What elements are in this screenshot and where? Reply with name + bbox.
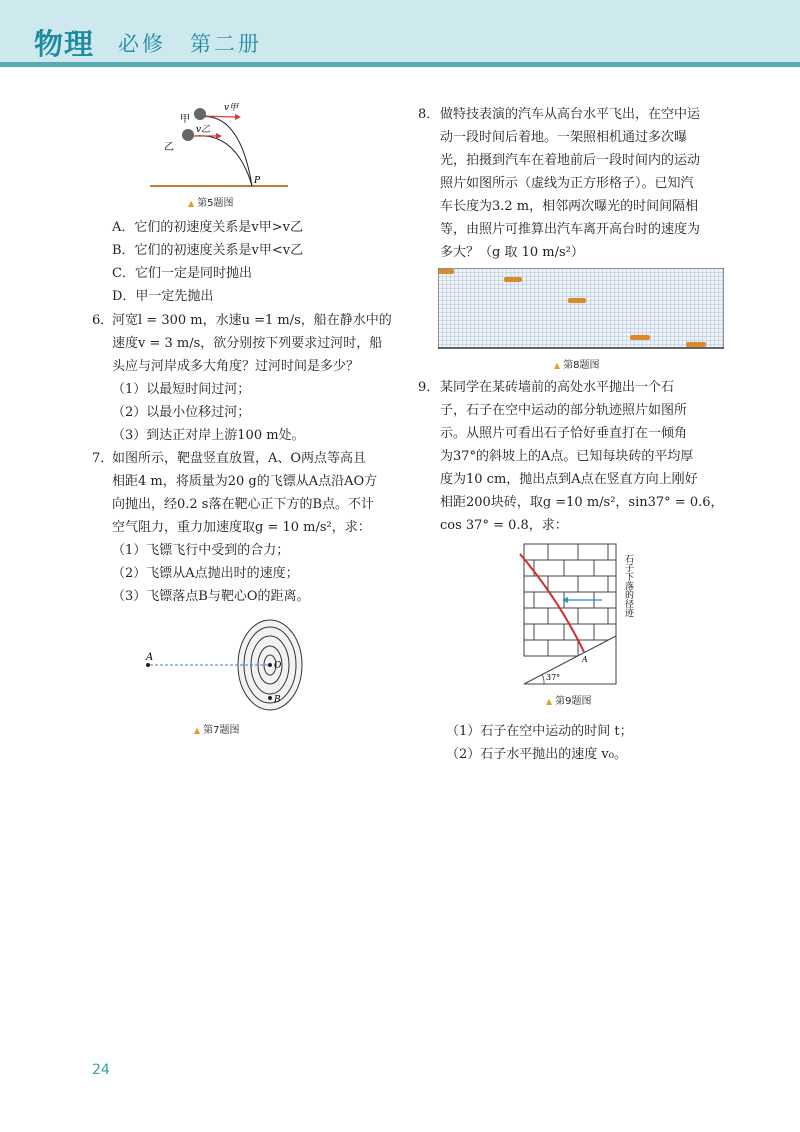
fig5-label-jia: 甲 bbox=[180, 114, 190, 125]
q8-line: 照片如图所示（虚线为正方形格子）。已知汽 bbox=[440, 176, 694, 191]
q7-sub-3: （3）飞镖落点B与靶心O的距离。 bbox=[112, 589, 310, 604]
fig5-label-p: P bbox=[254, 176, 261, 186]
header-rule bbox=[0, 62, 800, 67]
fig5-label-vyi: v乙 bbox=[196, 125, 211, 135]
car-icon bbox=[438, 269, 454, 274]
q9-line: 为37°的斜坡上的A点。已知每块砖的平均厚 bbox=[440, 449, 694, 464]
q9-line: 示。从照片可看出石子恰好垂直打在一倾角 bbox=[440, 426, 688, 441]
q6-line: 河宽l = 300 m，水速u =1 m/s，船在静水中的 bbox=[112, 313, 392, 328]
q5-option-c: C．它们一定是同时抛出 bbox=[112, 266, 252, 281]
q9-line: 相距200块砖，取g =10 m/s²，sin37° = 0.6， bbox=[440, 495, 724, 510]
figure-8-caption: ▲ 第8题图 bbox=[554, 360, 600, 371]
figure-5 bbox=[140, 100, 300, 192]
q6-line: 头应与河岸成多大角度？过河时间是多少？ bbox=[112, 359, 360, 374]
fig5-label-yi: 乙 bbox=[164, 142, 174, 153]
q9-sub-1: （1）石子在空中运动的时间 t； bbox=[446, 724, 633, 739]
q6-number: 6． bbox=[92, 313, 114, 328]
figure-7-caption: ▲ 第7题图 bbox=[194, 725, 240, 736]
q9-sub-2: （2）石子水平抛出的速度 v₀。 bbox=[446, 747, 627, 762]
q6-sub-3: （3）到达正对岸上游100 m处。 bbox=[112, 428, 305, 443]
q7-line: 如图所示，靶盘竖直放置，A、O两点等高且 bbox=[112, 451, 367, 466]
q6-sub-1: （1）以最短时间过河； bbox=[112, 382, 251, 397]
q9-line: 度为10 cm，抛出点到A点在竖直方向上刚好 bbox=[440, 472, 698, 487]
fig7-label-a: A bbox=[146, 652, 154, 663]
fig7-label-b: B bbox=[274, 695, 281, 705]
fig9-angle-label: 37° bbox=[546, 673, 561, 682]
q8-line: 做特技表演的汽车从高台水平飞出，在空中运 bbox=[440, 107, 701, 122]
q5-option-b: B．它们的初速度关系是v甲<v乙 bbox=[112, 243, 304, 258]
q9-line: 某同学在某砖墙前的高处水平抛出一个石 bbox=[440, 380, 675, 395]
q9-number: 9． bbox=[418, 380, 440, 395]
fig5-label-vjia: v甲 bbox=[224, 103, 239, 113]
q6-line: 速度v = 3 m/s，欲分别按下列要求过河时，船 bbox=[112, 336, 383, 351]
caption-triangle-icon: ▲ bbox=[554, 361, 561, 370]
car-icon bbox=[568, 298, 586, 303]
q8-line: 等，由照片可推算出汽车离开高台时的速度为 bbox=[440, 222, 701, 237]
q7-sub-2: （2）飞镖从A点抛出时的速度； bbox=[112, 566, 299, 581]
q5-option-a: A．它们的初速度关系是v甲>v乙 bbox=[112, 220, 303, 235]
figure-7 bbox=[140, 612, 310, 714]
header-book-title: 必修 第二册 bbox=[118, 32, 262, 56]
page-number: 24 bbox=[92, 1062, 110, 1078]
fig7-label-o: O bbox=[274, 661, 282, 671]
car-icon bbox=[504, 277, 522, 282]
q8-line: 车长度为3.2 m，相邻两次曝光的时间间隔相 bbox=[440, 199, 699, 214]
fig9-side-label: 石子下落的径迹 bbox=[623, 554, 633, 617]
car-icon bbox=[686, 342, 706, 347]
q7-line: 空气阻力，重力加速度取g = 10 m/s²，求： bbox=[112, 520, 371, 535]
header-subject: 物理 bbox=[34, 27, 95, 61]
q8-line: 多大？（g 取 10 m/s²） bbox=[440, 245, 584, 260]
q8-line: 动一段时间后着地。一架照相机通过多次曝 bbox=[440, 130, 688, 145]
q8-number: 8． bbox=[418, 107, 440, 122]
q9-line: 子，石子在空中运动的部分轨迹照片如图所 bbox=[440, 403, 688, 418]
caption-triangle-icon: ▲ bbox=[188, 199, 195, 208]
figure-9 bbox=[514, 540, 638, 690]
fig9-label-a: A bbox=[582, 655, 588, 664]
q7-sub-1: （1）飞镖飞行中受到的合力； bbox=[112, 543, 290, 558]
q7-line: 相距4 m，将质量为20 g的飞镖从A点沿AO方 bbox=[112, 474, 378, 489]
car-icon bbox=[630, 335, 650, 340]
caption-triangle-icon: ▲ bbox=[194, 726, 201, 735]
figure-9-caption: ▲ 第9题图 bbox=[546, 696, 592, 707]
caption-triangle-icon: ▲ bbox=[546, 697, 553, 706]
figure-5-caption: ▲ 第5题图 bbox=[188, 198, 234, 209]
q7-line: 向抛出，经0.2 s落在靶心正下方的B点。不计 bbox=[112, 497, 375, 512]
q8-line: 光，拍摄到汽车在着地前后一段时间内的运动 bbox=[440, 153, 701, 168]
figure-8 bbox=[438, 268, 724, 350]
q7-number: 7． bbox=[92, 451, 114, 466]
q6-sub-2: （2）以最小位移过河； bbox=[112, 405, 251, 420]
q9-line: cos 37° = 0.8，求： bbox=[440, 518, 568, 533]
q5-option-d: D．甲一定先抛出 bbox=[112, 289, 214, 304]
